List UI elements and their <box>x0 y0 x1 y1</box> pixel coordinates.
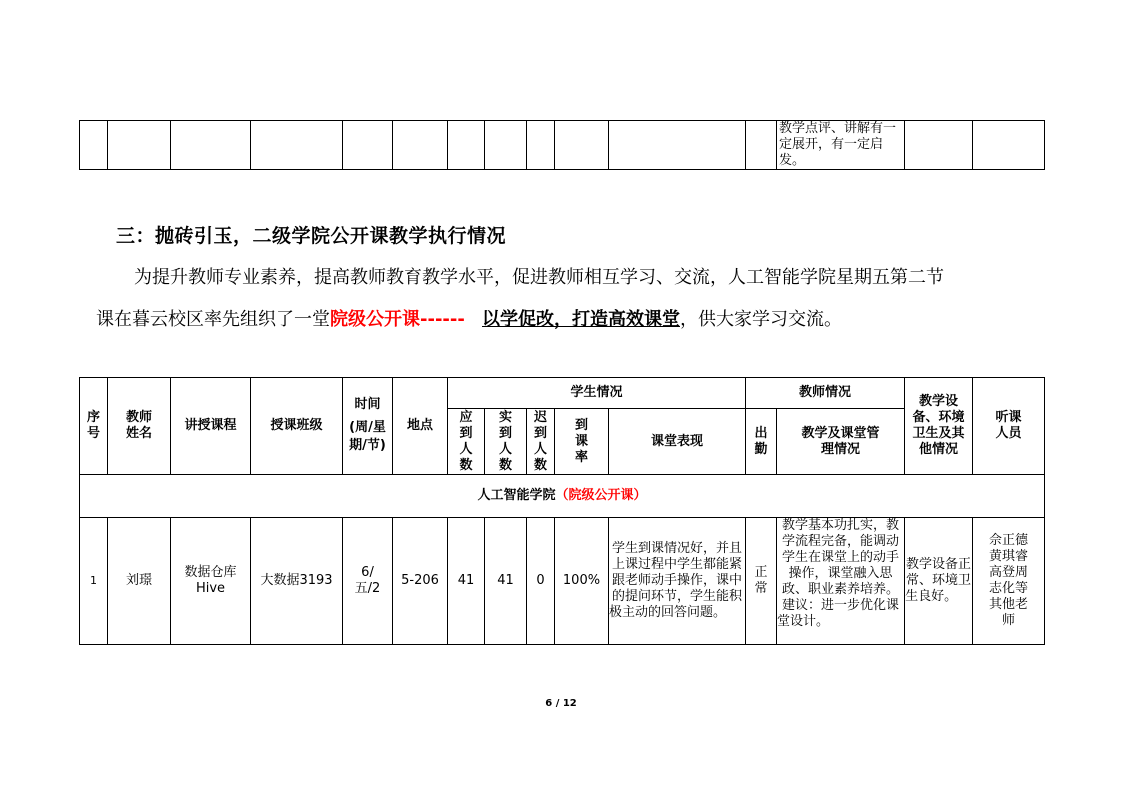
cell-rate: 100% <box>555 518 609 645</box>
previous-table-fragment <box>79 120 1045 170</box>
cell-course: 数据仓库Hive <box>184 565 237 596</box>
header-performance: 课堂表现 <box>609 409 746 475</box>
header-time-label: 时间 <box>354 397 381 412</box>
header-location: 地点 <box>393 378 448 475</box>
header-late: 迟到人数 <box>533 409 547 473</box>
header-rate: 到课率 <box>574 417 588 465</box>
header-management: 教学及课堂管理情况 <box>801 425 880 457</box>
cell-actual: 41 <box>485 518 527 645</box>
cell-observers: 佘正德黄琪睿高登周志化等其他老师 <box>989 533 1029 628</box>
para-text: 课在暮云校区率先组织了一堂 <box>96 309 330 330</box>
cell-teacher: 刘璟 <box>108 518 171 645</box>
para-gap <box>465 309 482 330</box>
header-observers: 听课人员 <box>995 410 1022 441</box>
header-student-group: 学生情况 <box>448 378 746 409</box>
cell-location: 5-206 <box>393 518 448 645</box>
section-heading: 三：抛砖引玉，二级学院公开课教学执行情况 <box>116 225 507 247</box>
header-row-1 <box>80 378 1045 409</box>
header-time-sub: (周/星期/节) <box>349 420 386 453</box>
cell-time: 6/五/2 <box>354 565 381 596</box>
cell-late: 0 <box>527 518 555 645</box>
department-name: 人工智能学院 <box>477 488 556 503</box>
header-time <box>343 378 393 475</box>
header-class: 授课班级 <box>251 378 343 475</box>
header-teacher-group: 教师情况 <box>746 378 905 409</box>
table-row <box>80 121 1045 170</box>
header-attendance: 出勤 <box>754 425 768 457</box>
open-class-table <box>79 377 1045 645</box>
page-number: 6 / 12 <box>545 698 577 709</box>
cell-attendance: 正常 <box>754 565 768 596</box>
header-teacher: 教师姓名 <box>125 410 152 441</box>
cell-seq: 1 <box>80 518 108 645</box>
feedback-cell: 教学点评、讲解有一定展开，有一定启发。 <box>777 121 905 170</box>
cell-management: 教学基本功扎实，教学流程完备，能调动学生在课堂上的动手操作，课堂融入思政、职业素养培养。建议：进一步优化课堂设计。 <box>777 518 905 645</box>
header-expected: 应到人数 <box>459 409 473 473</box>
header-equipment: 教学设备、环境卫生及其他情况 <box>912 394 965 457</box>
intro-paragraph-line-2 <box>96 305 842 331</box>
cell-performance: 学生到课情况好，并且上课过程中学生都能紧跟老师动手操作，课中的提问环节，学生能积极主动的回答问题。 <box>609 518 746 645</box>
highlight-theme: 以学促改，打造高效课堂 <box>482 309 680 330</box>
para-text-end: ，供大家学习交流。 <box>680 309 842 330</box>
header-course: 讲授课程 <box>171 378 251 475</box>
cell-expected: 41 <box>448 518 485 645</box>
department-row <box>80 475 1045 518</box>
header-seq: 序号 <box>86 410 100 441</box>
highlight-open-class: 院级公开课------ <box>330 309 465 330</box>
cell-class: 大数据3193 <box>251 518 343 645</box>
department-title <box>80 475 1045 518</box>
department-tag: （院级公开课） <box>555 488 647 503</box>
intro-paragraph-line-1: 为提升教师专业素养，提高教师教育教学水平，促进教师相互学习、交流，人工智能学院星期五第二节 <box>134 267 944 288</box>
table-row <box>80 518 1045 645</box>
header-actual: 实到人数 <box>498 409 512 473</box>
cell-equipment: 教学设备正常、环境卫生良好。 <box>905 518 973 645</box>
